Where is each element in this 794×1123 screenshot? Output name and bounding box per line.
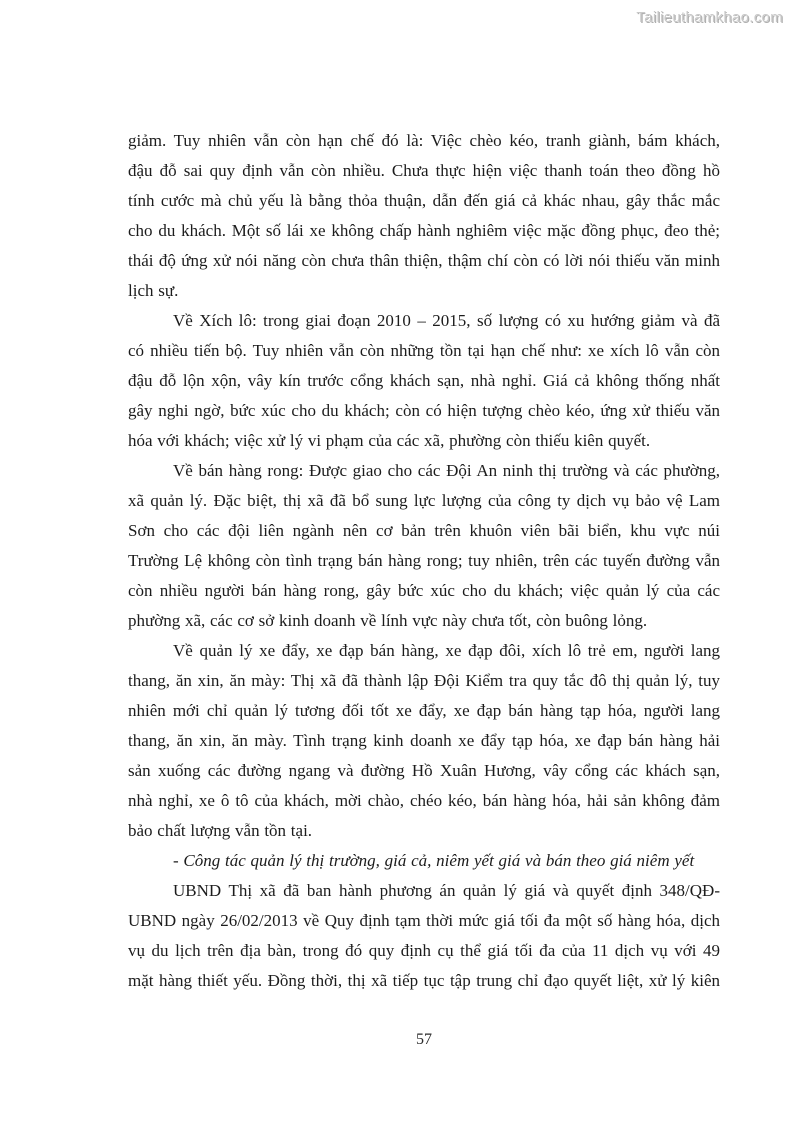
text-line: mặt hàng thiết yếu. Đồng thời, thị xã tiếp tục tập trung chỉ đạo quyết liệt, xử lý kiên [128, 971, 720, 990]
text-line: cho du khách. Một số lái xe không chấp hành nghiêm việc mặc đồng phục, đeo thẻ; [128, 221, 720, 240]
text-line: phường xã, các cơ sở kinh doanh về lính vực này chưa tốt, còn buông lỏng. [128, 611, 648, 630]
page-number: 57 [416, 1031, 432, 1048]
paragraph-quan-ly-xe-day [128, 636, 720, 846]
text-line: đậu đỗ sai quy định vẫn còn nhiều. Chưa thực hiện việc thanh toán theo đồng hồ [128, 161, 720, 180]
text-line: Về bán hàng rong: Được giao cho các Đội An ninh thị trường và các phường, [173, 461, 720, 480]
text-line: UBND ngày 26/02/2013 về Quy định tạm thời mức giá tối đa một số hàng hóa, dịch [128, 911, 720, 930]
text-line: sản xuống các đường ngang và đường Hồ Xuân Hương, vây cổng các khách sạn, [128, 761, 720, 780]
text-line: bảo chất lượng vẫn tồn tại. [128, 821, 313, 840]
text-line: nhiên mới chỉ quản lý tương đối tốt xe đẩy, xe đạp bán hàng tạp hóa, người lang [128, 701, 720, 720]
text-line: xã quản lý. Đặc biệt, thị xã đã bổ sung lực lượng của công ty dịch vụ bảo vệ Lam [128, 491, 720, 510]
text-line: thang, ăn xin, ăn mày. Tình trạng kinh doanh xe đẩy tạp hóa, xe đạp bán hàng hải [128, 731, 720, 750]
paragraph-ban-hang-rong [128, 456, 720, 636]
watermark: Tailieuthamkhao.com [636, 9, 783, 26]
heading-cong-tac-quan-ly-thi-truong [128, 846, 720, 876]
paragraph-ubnd-pricing [128, 876, 720, 996]
text-line: đậu đỗ lộn xộn, vây kín trước cổng khách sạn, nhà nghỉ. Giá cả không thống nhất [128, 371, 720, 390]
text-line: Sơn cho các đội liên ngành nên cơ bản trên khuôn viên bãi biển, khu vực núi [128, 521, 720, 540]
text-line: lịch sự. [128, 281, 179, 300]
paragraph-taxi-limitations [128, 126, 720, 306]
paragraph-xich-lo [128, 306, 720, 456]
text-line: - Công tác quản lý thị trường, giá cả, niêm yết giá và bán theo giá niêm yết [173, 851, 695, 870]
text-line: Về quản lý xe đẩy, xe đạp bán hàng, xe đạp đôi, xích lô trẻ em, người lang [173, 641, 720, 660]
text-line: có nhiều tiến bộ. Tuy nhiên vẫn còn những tồn tại hạn chế như: xe xích lô vẫn còn [128, 341, 720, 360]
text-line: nhà nghỉ, xe ô tô của khách, mời chào, chéo kéo, bán hàng hóa, hải sản không đảm [128, 791, 720, 810]
text-line: UBND Thị xã đã ban hành phương án quản lý giá và quyết định 348/QĐ- [173, 881, 720, 900]
text-line: vụ du lịch trên địa bàn, trong đó quy định cụ thể giá tối đa của 11 dịch vụ với 49 [128, 941, 720, 960]
text-line: thang, ăn xin, ăn mày: Thị xã đã thành lập Đội Kiểm tra quy tắc đô thị quản lý, tuy [128, 671, 720, 690]
text-line: còn nhiều người bán hàng rong, gây bức xúc cho du khách; việc quản lý của các [128, 581, 720, 600]
text-line: Về Xích lô: trong giai đoạn 2010 – 2015, số lượng có xu hướng giảm và đã [173, 311, 720, 330]
text-line: thái độ ứng xử nói năng còn chưa thân thiện, thậm chí còn có lời nói thiếu văn minh [128, 251, 720, 270]
text-line: gây nghi ngờ, bức xúc cho du khách; còn có hiện tượng chèo kéo, ứng xử thiếu văn [128, 401, 720, 420]
text-line: Trường Lệ không còn tình trạng bán hàng rong; tuy nhiên, trên các tuyến đường vẫn [128, 551, 720, 570]
page-body [128, 126, 720, 996]
text-line: giảm. Tuy nhiên vẫn còn hạn chế đó là: Việc chèo kéo, tranh giành, bám khách, [128, 131, 720, 150]
text-line: tính cước mà chủ yếu là bằng thỏa thuận, dẫn đến giá cả khác nhau, gây thắc mắc [128, 191, 720, 210]
text-line: hóa với khách; việc xử lý vi phạm của các xã, phường còn thiếu kiên quyết. [128, 431, 651, 450]
